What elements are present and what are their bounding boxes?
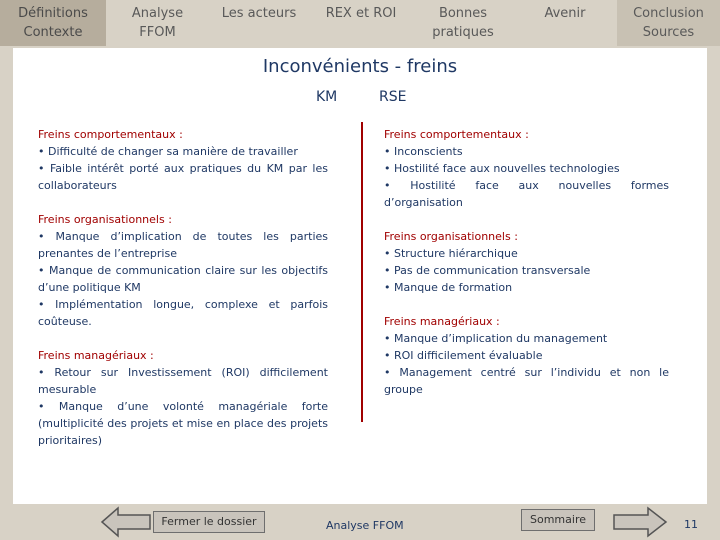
list-item: • Hostilité face aux nouvelles formes d’organisation xyxy=(384,179,669,209)
tab-label-line2: Contexte xyxy=(23,25,83,40)
km-section-managerial xyxy=(38,347,328,449)
column-header-km: KM xyxy=(316,89,338,105)
list-item: • Faible intérêt porté aux pratiques du KM par les collaborateurs xyxy=(38,162,328,192)
tab-label-line2: pratiques xyxy=(432,25,494,40)
rse-section-managerial xyxy=(384,313,669,398)
tab-label-line1: Avenir xyxy=(544,6,586,21)
rse-section-organizational xyxy=(384,228,669,296)
page-number: 11 xyxy=(684,518,698,531)
km-section-organizational xyxy=(38,211,328,330)
page-title: Inconvénients - freins xyxy=(262,56,458,77)
previous-arrow-icon[interactable] xyxy=(100,506,152,538)
tab-label-line1: REX et ROI xyxy=(325,6,397,21)
list-item: • Management centré sur l’individu et non le groupe xyxy=(384,366,669,396)
list-item: • Inconscients xyxy=(384,145,463,158)
rse-section-behavioral xyxy=(384,126,669,211)
tab-conclusion-sources[interactable] xyxy=(617,0,720,46)
list-item: • Retour sur Investissement (ROI) difficilement mesurable xyxy=(38,366,328,396)
list-item: • Manque d’implication de toutes les parties prenantes de l’entreprise xyxy=(38,230,328,260)
close-folder-button[interactable]: Fermer le dossier xyxy=(153,511,265,533)
tab-label-line1: Bonnes xyxy=(438,6,488,21)
section-title: Freins comportementaux : xyxy=(38,128,183,141)
km-column xyxy=(38,126,328,466)
tab-label-line2: Sources xyxy=(642,25,695,40)
tab-label-line1: Analyse xyxy=(131,6,184,21)
list-item: • Manque d’une volonté managériale forte (multiplicité des projets et mise en place des projets prioritaires) xyxy=(38,400,328,447)
tab-label-line1: Les acteurs xyxy=(221,6,297,21)
list-item: • Difficulté de changer sa manière de travailler xyxy=(38,145,298,158)
tab-label-line1: Conclusion xyxy=(633,6,704,21)
footer-section-label: Analyse FFOM xyxy=(326,519,404,532)
summary-button[interactable]: Sommaire xyxy=(521,509,595,531)
tab-les-acteurs[interactable] xyxy=(209,0,309,46)
list-item: • Hostilité face aux nouvelles technologies xyxy=(384,162,620,175)
list-item: • Implémentation longue, complexe et parfois coûteuse. xyxy=(38,298,328,328)
list-item: • Manque de formation xyxy=(384,281,513,294)
tab-analyse-ffom[interactable] xyxy=(106,0,209,46)
section-title: Freins organisationnels : xyxy=(38,213,172,226)
list-item: • ROI difficilement évaluable xyxy=(384,349,543,362)
tab-label-line1: Définitions xyxy=(18,6,88,21)
tab-rex-et-roi[interactable] xyxy=(309,0,413,46)
section-title: Freins managériaux : xyxy=(384,315,500,328)
tab-label-line2: FFOM xyxy=(139,25,176,40)
section-title: Freins organisationnels : xyxy=(384,230,518,243)
column-header-rse: RSE xyxy=(379,89,407,105)
rse-column xyxy=(384,126,669,415)
list-item: • Manque d’implication du management xyxy=(384,332,608,345)
content-panel xyxy=(13,48,707,504)
list-item: • Manque de communication claire sur les objectifs d’une politique KM xyxy=(38,264,328,294)
tab-definitions-contexte[interactable] xyxy=(0,0,106,46)
top-navigation xyxy=(0,0,720,46)
next-arrow-icon[interactable] xyxy=(612,506,668,538)
section-title: Freins managériaux : xyxy=(38,349,154,362)
section-title: Freins comportementaux : xyxy=(384,128,529,141)
tab-bonnes-pratiques[interactable] xyxy=(413,0,513,46)
km-section-behavioral xyxy=(38,126,328,194)
tab-avenir[interactable] xyxy=(513,0,617,46)
list-item: • Pas de communication transversale xyxy=(384,264,591,277)
list-item: • Structure hiérarchique xyxy=(384,247,518,260)
column-divider xyxy=(361,122,363,422)
